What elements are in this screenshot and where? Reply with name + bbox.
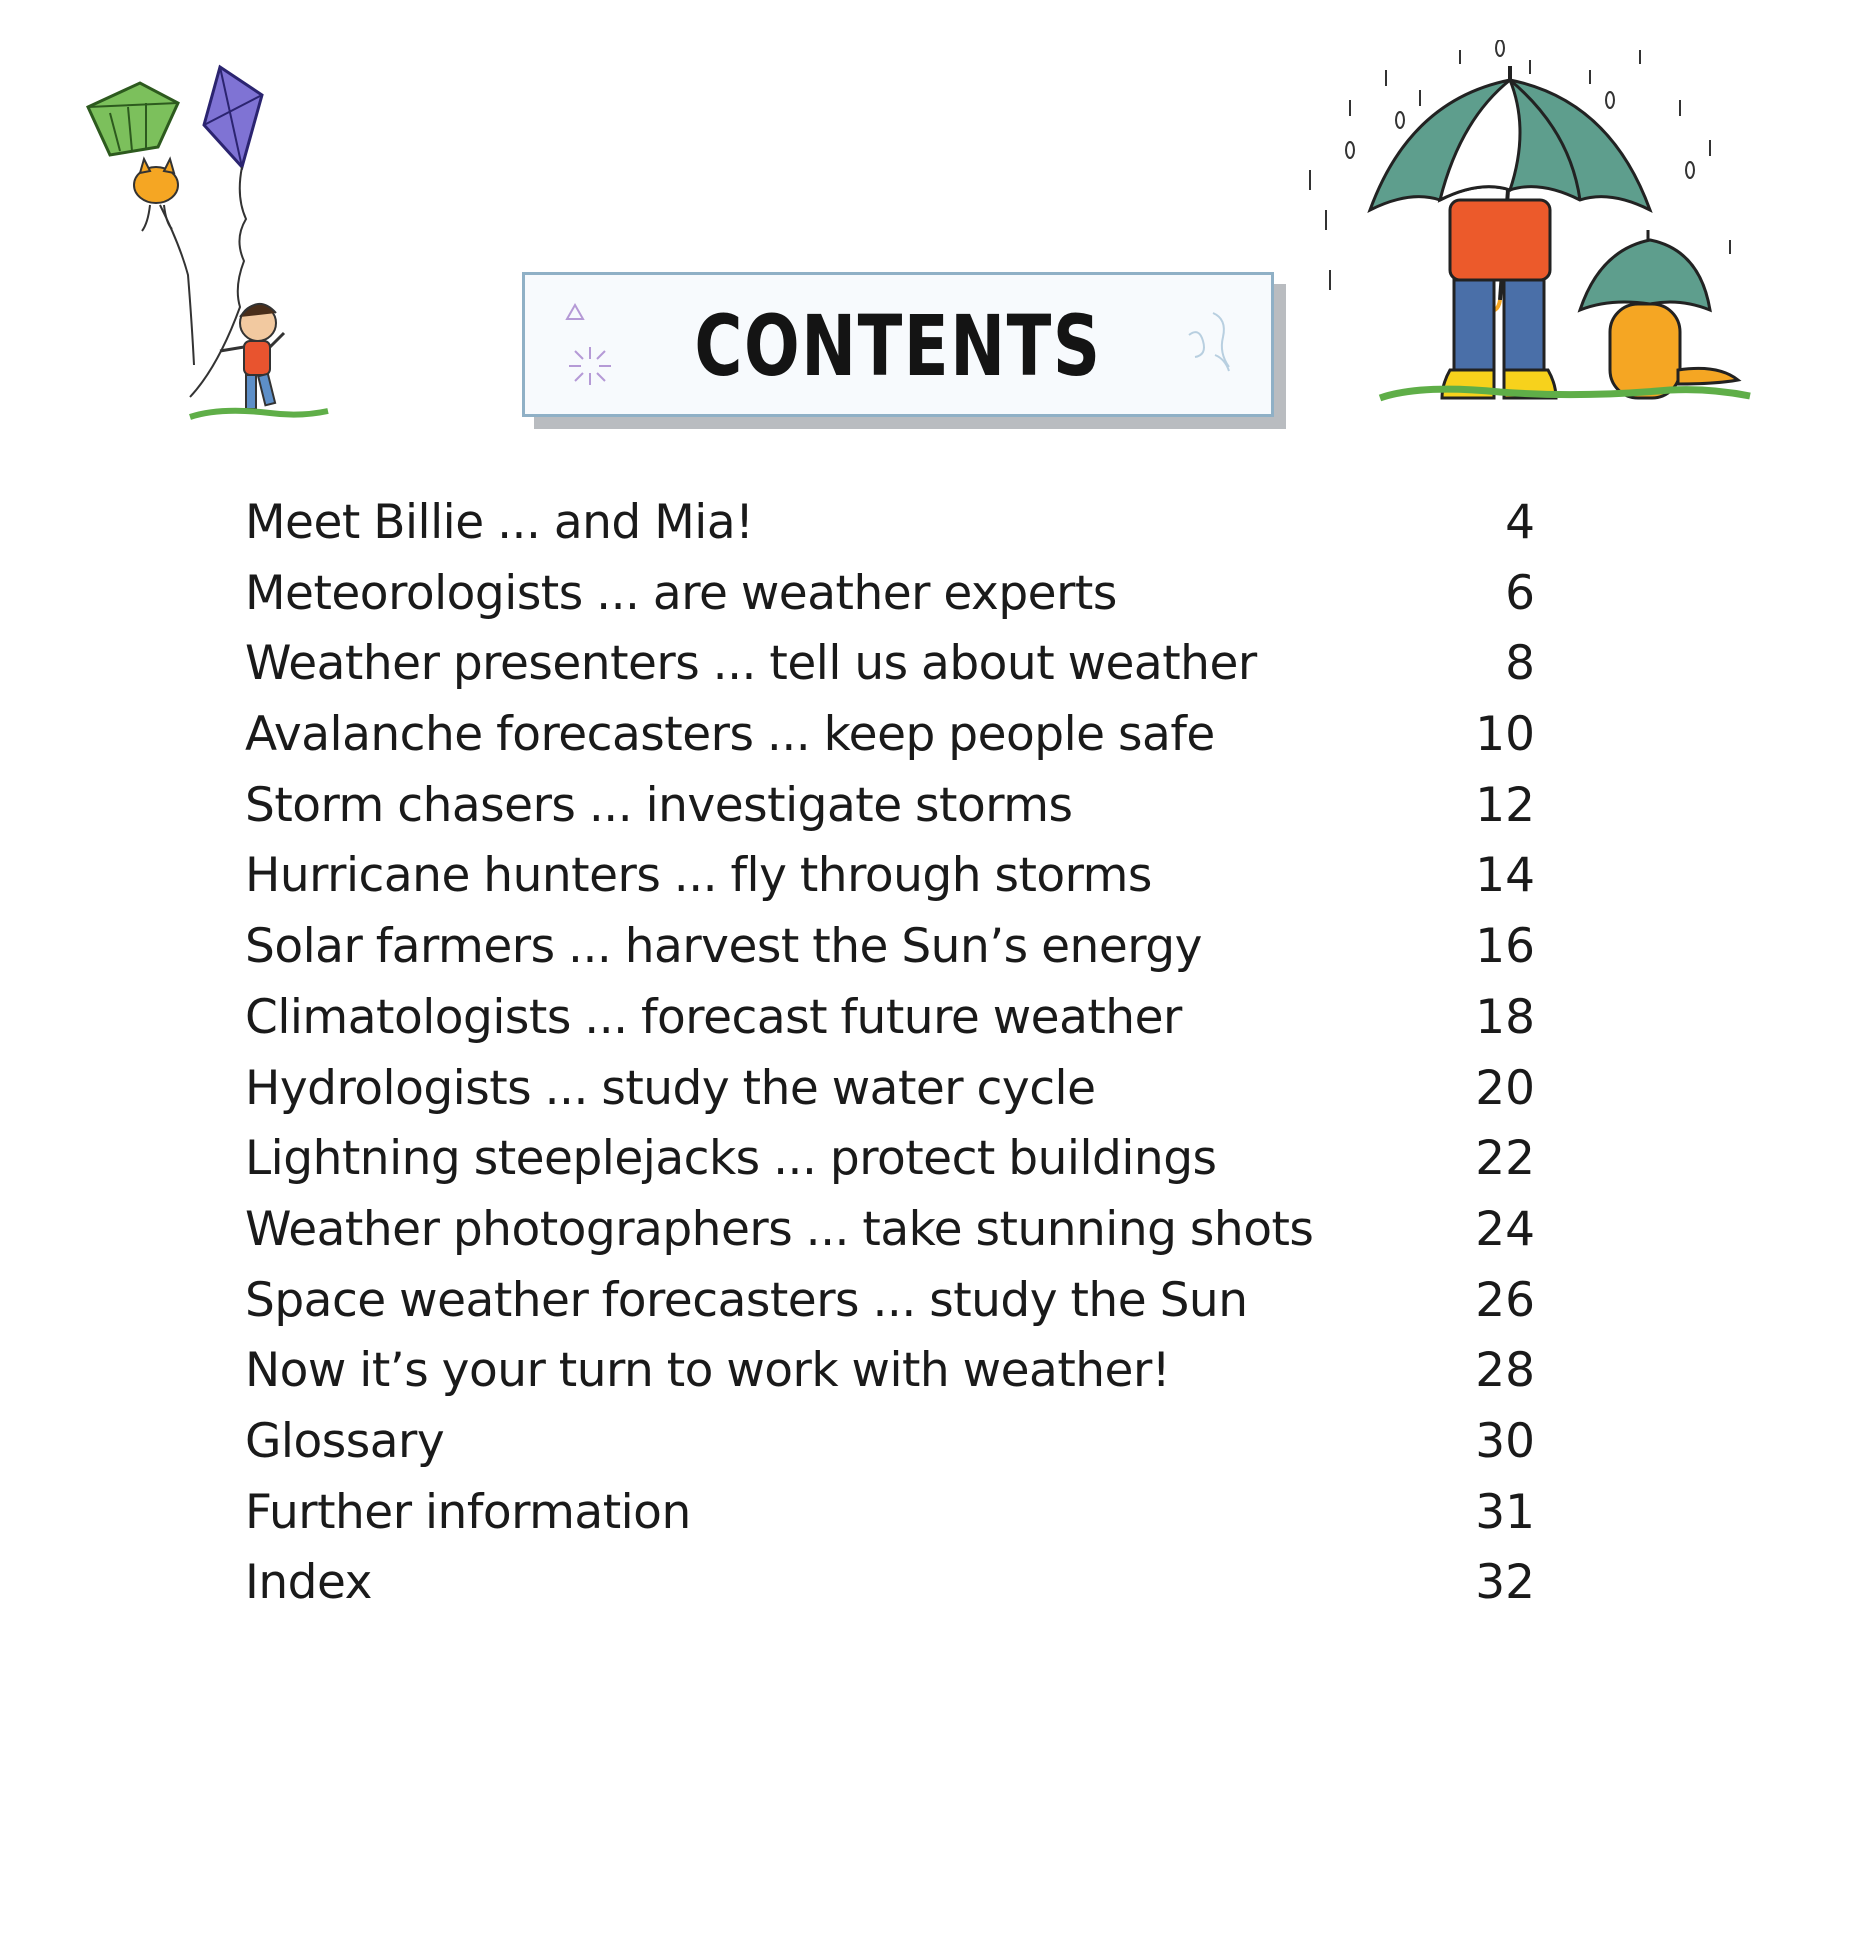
toc-entry-title: Meet Billie ... and Mia!	[245, 495, 754, 550]
toc-entry-title: Glossary	[245, 1413, 445, 1469]
toc-entry-title: Space weather forecasters ... study the Sun	[245, 1272, 1248, 1328]
toc-entry[interactable]	[245, 1124, 1535, 1195]
toc-entry-title: Hurricane hunters ... fly through storms	[245, 848, 1152, 904]
toc-entry-page: 14	[1475, 848, 1535, 904]
toc-entry-title: Hydrologists ... study the water cycle	[245, 1060, 1096, 1116]
toc-entry-page: 22	[1475, 1131, 1535, 1187]
toc-entry[interactable]	[245, 1266, 1535, 1337]
toc-entry[interactable]	[245, 1548, 1535, 1619]
toc-entry-title: Meteorologists ... are weather experts	[245, 565, 1117, 621]
doodle-right-icon	[1169, 295, 1249, 395]
toc-entry-title: Storm chasers ... investigate storms	[245, 777, 1073, 833]
page-title: CONTENTS	[694, 297, 1102, 395]
child-icon	[220, 304, 284, 409]
toc-entry[interactable]	[245, 1054, 1535, 1125]
toc-entry-page: 20	[1475, 1060, 1535, 1116]
toc-entry-page: 4	[1505, 495, 1535, 550]
toc-entry-title: Index	[245, 1555, 372, 1611]
toc-entry[interactable]	[245, 629, 1535, 700]
toc-entry-page: 18	[1475, 989, 1535, 1045]
toc-entry-page: 16	[1475, 919, 1535, 975]
toc-entry-page: 24	[1475, 1201, 1535, 1257]
toc-entry[interactable]	[245, 700, 1535, 771]
toc-entry-page: 32	[1475, 1555, 1535, 1611]
contents-list	[245, 488, 1535, 1619]
toc-entry-title: Avalanche forecasters ... keep people safe	[245, 707, 1215, 763]
purple-kite-icon	[204, 67, 262, 167]
toc-entry-page: 31	[1475, 1484, 1535, 1540]
toc-entry[interactable]	[245, 841, 1535, 912]
toc-entry[interactable]	[245, 1195, 1535, 1266]
green-kite-icon	[88, 83, 178, 155]
toc-entry-title: Now it’s your turn to work with weather!	[245, 1343, 1171, 1399]
toc-entry-title: Solar farmers ... harvest the Sun’s energy	[245, 919, 1202, 975]
umbrella-rain-illustration	[1290, 40, 1760, 440]
toc-entry-page: 8	[1505, 636, 1535, 692]
toc-entry-page: 30	[1475, 1413, 1535, 1469]
toc-entry-title: Further information	[245, 1484, 691, 1540]
toc-entry-title: Weather presenters ... tell us about weather	[245, 636, 1257, 692]
toc-entry[interactable]	[245, 771, 1535, 842]
title-banner	[522, 272, 1274, 417]
kite-flying-illustration	[70, 55, 370, 445]
toc-entry[interactable]	[245, 1336, 1535, 1407]
toc-entry-title: Lightning steeplejacks ... protect buildings	[245, 1131, 1217, 1187]
toc-entry-title: Climatologists ... forecast future weather	[245, 989, 1182, 1045]
toc-entry-page: 10	[1475, 707, 1535, 763]
toc-entry-page: 12	[1475, 777, 1535, 833]
toc-entry[interactable]	[245, 1478, 1535, 1549]
toc-entry-page: 28	[1475, 1343, 1535, 1399]
toc-entry[interactable]	[245, 488, 1535, 559]
cat-with-umbrella-icon	[1580, 230, 1738, 398]
toc-entry[interactable]	[245, 559, 1535, 630]
toc-entry[interactable]	[245, 1407, 1535, 1478]
toc-entry[interactable]	[245, 983, 1535, 1054]
cat-icon	[134, 159, 178, 231]
toc-entry-page: 6	[1505, 565, 1535, 621]
toc-entry-title: Weather photographers ... take stunning shots	[245, 1201, 1314, 1257]
toc-entry-page: 26	[1475, 1272, 1535, 1328]
toc-entry[interactable]	[245, 912, 1535, 983]
